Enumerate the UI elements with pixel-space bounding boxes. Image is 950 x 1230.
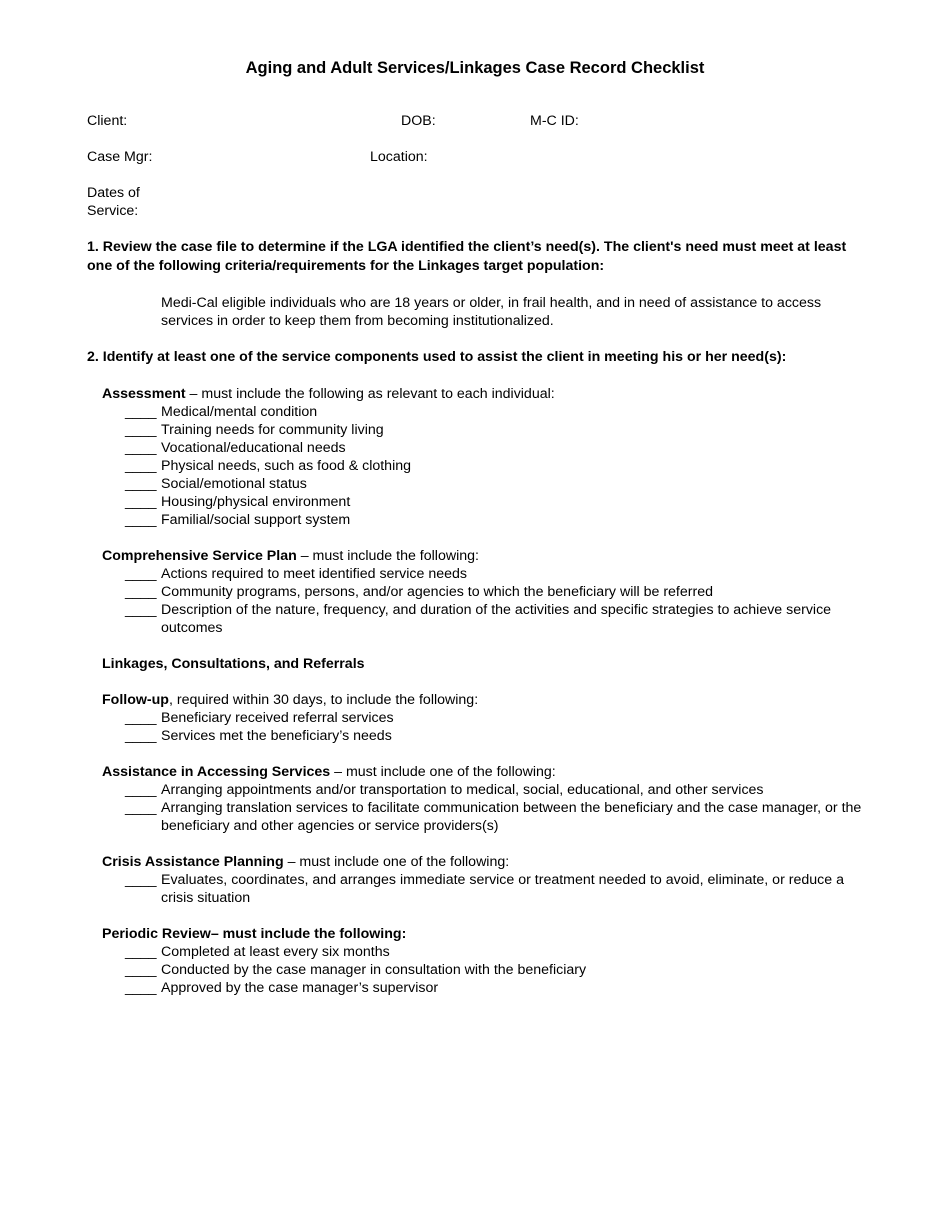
checklist-item (102, 979, 862, 997)
checklist-item (102, 781, 862, 799)
check-blank-line[interactable]: ____ (125, 584, 157, 600)
check-blank-line[interactable]: ____ (125, 800, 157, 816)
section-title: Assessment (102, 386, 186, 402)
section-heading (102, 385, 862, 403)
section-assessment (102, 385, 862, 529)
section-assistance-in-accessing-services (102, 763, 862, 835)
check-blank-line[interactable]: ____ (125, 602, 157, 618)
check-blank-line[interactable]: ____ (125, 422, 157, 438)
location-label: Location: (370, 149, 428, 165)
check-blank-line[interactable]: ____ (125, 872, 157, 888)
checklist-item (102, 511, 862, 529)
section-title: Crisis Assistance Planning (102, 854, 284, 870)
section-linkages-consultations-and-referrals (102, 655, 862, 673)
checklist-item (102, 709, 862, 727)
checklist-item (102, 421, 862, 439)
checklist-item-text: Medical/mental condition (161, 404, 318, 420)
checklist-item (102, 475, 862, 493)
checklist-item (102, 727, 862, 745)
case-manager-label: Case Mgr: (87, 149, 153, 165)
checklist-item-text: Housing/physical environment (161, 494, 351, 510)
section-comprehensive-service-plan (102, 547, 862, 637)
section-heading (102, 925, 862, 943)
check-blank-line[interactable]: ____ (125, 566, 157, 582)
checklist-item-text: Beneficiary received referral services (161, 710, 394, 726)
check-blank-line[interactable]: ____ (125, 782, 157, 798)
section-crisis-assistance-planning (102, 853, 862, 907)
checklist-item (102, 943, 862, 961)
checklist-item-text: Services met the beneficiary’s needs (161, 728, 392, 744)
section-heading (102, 547, 862, 565)
check-blank-line[interactable]: ____ (125, 458, 157, 474)
section-title: Periodic Review– must include the following: (102, 926, 407, 942)
target-population-criteria: Medi-Cal eligible individuals who are 18 years or older, in frail health, and in need of assistance to access services in order to keep them from becoming institutionalized. (161, 295, 822, 329)
section-title: Assistance in Accessing Services (102, 764, 331, 780)
check-blank-line[interactable]: ____ (125, 476, 157, 492)
section-title: Follow-up (102, 692, 169, 708)
checklist-item (102, 457, 862, 475)
step-1-instructions: 1. Review the case file to determine if the LGA identified the client’s need(s). The client's need must meet at least one of the following criteria/requirements for the Linkages target population: (87, 239, 847, 274)
dates-of-service-label-line1: Dates of (87, 185, 140, 201)
checklist-item (102, 493, 862, 511)
checklist-item-text: Conducted by the case manager in consultation with the beneficiary (161, 962, 587, 978)
section-title-suffix: – must include the following: (296, 548, 479, 564)
checklist-item (102, 601, 862, 637)
check-blank-line[interactable]: ____ (125, 494, 157, 510)
checklist-item-text: Vocational/educational needs (161, 440, 346, 456)
client-label: Client: (87, 113, 128, 129)
step-2-instructions: 2. Identify at least one of the service components used to assist the client in meeting his or her need(s): (87, 349, 787, 365)
service-components (102, 385, 862, 1015)
dob-label: DOB: (401, 113, 436, 129)
check-blank-line[interactable]: ____ (125, 980, 157, 996)
section-heading (102, 763, 862, 781)
checklist-item-text: Training needs for community living (161, 422, 384, 438)
check-blank-line[interactable]: ____ (125, 710, 157, 726)
check-blank-line[interactable]: ____ (125, 440, 157, 456)
section-heading (102, 691, 862, 709)
check-blank-line[interactable]: ____ (125, 962, 157, 978)
checklist-item (102, 961, 862, 979)
check-blank-line[interactable]: ____ (125, 404, 157, 420)
section-follow-up (102, 691, 862, 745)
checklist-item (102, 583, 862, 601)
checklist-item-text: Completed at least every six months (161, 944, 390, 960)
check-blank-line[interactable]: ____ (125, 944, 157, 960)
checklist-item-text: Social/emotional status (161, 476, 307, 492)
checklist-item (102, 403, 862, 421)
section-title: Comprehensive Service Plan (102, 548, 297, 564)
section-title-suffix: – must include one of the following: (283, 854, 510, 870)
checklist-item-text: Description of the nature, frequency, and duration of the activities and specific strategies to achieve service outcomes (161, 602, 832, 636)
checklist-item-text: Community programs, persons, and/or agencies to which the beneficiary will be referred (161, 584, 713, 600)
checklist-item-text: Arranging translation services to facilitate communication between the beneficiary and the case manager, or the beneficiary and other agencies or service providers(s) (161, 800, 862, 834)
check-blank-line[interactable]: ____ (125, 512, 157, 528)
section-title-suffix: – must include one of the following: (330, 764, 556, 780)
section-heading (102, 853, 862, 871)
checklist-item (102, 799, 862, 835)
checklist-item-text: Physical needs, such as food & clothing (161, 458, 412, 474)
checklist-item-text: Actions required to meet identified service needs (161, 566, 467, 582)
section-title-suffix: , required within 30 days, to include the following: (168, 692, 479, 708)
mcid-label: M-C ID: (530, 113, 579, 129)
checklist-item-text: Approved by the case manager’s supervisor (161, 980, 439, 996)
section-heading (102, 655, 862, 673)
checklist-item-text: Arranging appointments and/or transportation to medical, social, educational, and other services (161, 782, 764, 798)
checklist-item (102, 439, 862, 457)
checklist-item-text: Familial/social support system (161, 512, 351, 528)
section-periodic-review-must-include-the-following (102, 925, 862, 997)
document-title: Aging and Adult Services/Linkages Case Record Checklist (245, 59, 705, 77)
section-title-suffix: – must include the following as relevant to each individual: (185, 386, 555, 402)
dates-of-service-label-line2: Service: (87, 203, 139, 219)
check-blank-line[interactable]: ____ (125, 728, 157, 744)
section-title: Linkages, Consultations, and Referrals (102, 656, 365, 672)
checklist-item-text: Evaluates, coordinates, and arranges immediate service or treatment needed to avoid, eliminate, or reduce a crisis situation (161, 872, 844, 906)
checklist-item (102, 871, 862, 907)
checklist-item (102, 565, 862, 583)
